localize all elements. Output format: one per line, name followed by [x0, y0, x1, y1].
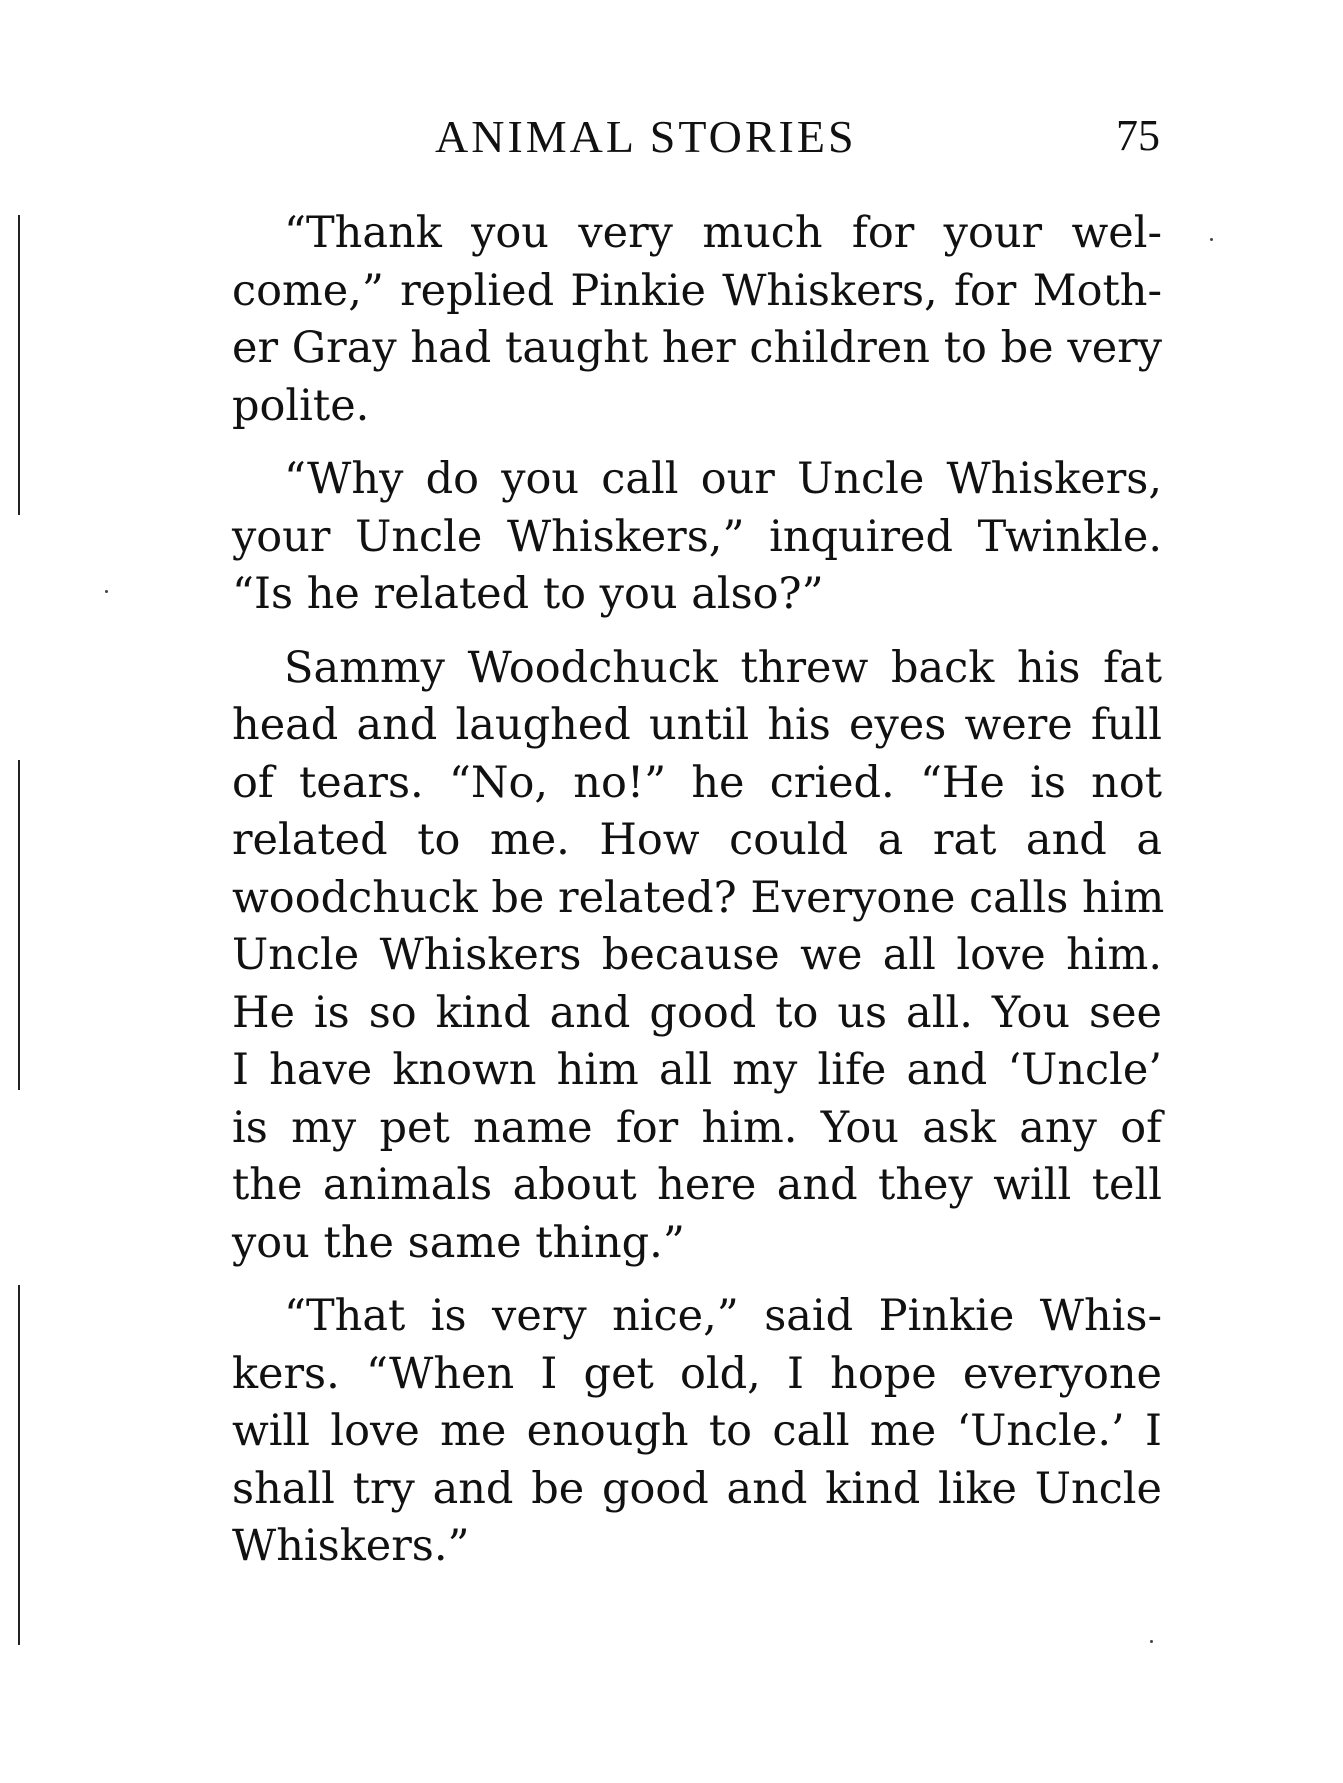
text-line: shall try and be good and kind like Uncle: [232, 1463, 1162, 1514]
text-line: “That is very nice,” said Pinkie Whis-: [284, 1291, 1162, 1341]
paragraph: [232, 205, 1162, 435]
body-text: [232, 205, 1165, 1592]
binding-mark-middle: [18, 760, 20, 1090]
binding-mark-top: [18, 215, 20, 515]
text-line: “Why do you call our Uncle Whiskers,: [284, 454, 1162, 504]
text-line: related to me. How could a rat and a: [232, 815, 1162, 865]
running-title: ANIMAL STORIES: [435, 111, 857, 162]
scan-speck: [1150, 1640, 1153, 1643]
text-line: you the same thing.”: [232, 1217, 685, 1268]
text-line: Whiskers.”: [232, 1521, 470, 1571]
text-line: will love me enough to call me ‘Uncle.’ I: [232, 1406, 1162, 1456]
text-line: your Uncle Whiskers,” inquired Twinkle.: [232, 511, 1162, 562]
page-number: 75: [1116, 111, 1160, 160]
text-line: kers. “When I get old, I hope everyone: [232, 1348, 1162, 1399]
binding-mark-bottom: [18, 1285, 20, 1645]
text-line: come,” replied Pinkie Whiskers, for Moth-: [232, 265, 1162, 316]
text-line: the animals about here and they will tell: [232, 1160, 1162, 1210]
text-line: polite.: [232, 380, 370, 431]
text-line: head and laughed until his eyes were full: [232, 700, 1162, 750]
text-line: woodchuck be related? Everyone calls him: [232, 872, 1165, 923]
text-line: “Is he related to you also?”: [232, 569, 824, 619]
text-line: I have known him all my life and ‘Uncle’: [232, 1045, 1162, 1095]
text-line: “Thank you very much for your wel-: [284, 208, 1162, 258]
paragraph: [232, 1288, 1162, 1576]
text-line: Uncle Whiskers because we all love him.: [232, 930, 1162, 980]
paragraph: [232, 451, 1162, 624]
text-line: is my pet name for him. You ask any of: [232, 1102, 1162, 1153]
scan-speck: [105, 590, 108, 593]
text-line: Sammy Woodchuck threw back his fat: [284, 642, 1162, 693]
text-line: He is so kind and good to us all. You see: [232, 987, 1162, 1038]
page-header: [230, 110, 1160, 170]
paragraph: [232, 640, 1165, 1273]
scan-speck: [1210, 238, 1213, 241]
text-line: er Gray had taught her children to be very: [232, 323, 1162, 373]
text-line: of tears. “No, no!” he cried. “He is not: [232, 757, 1162, 808]
